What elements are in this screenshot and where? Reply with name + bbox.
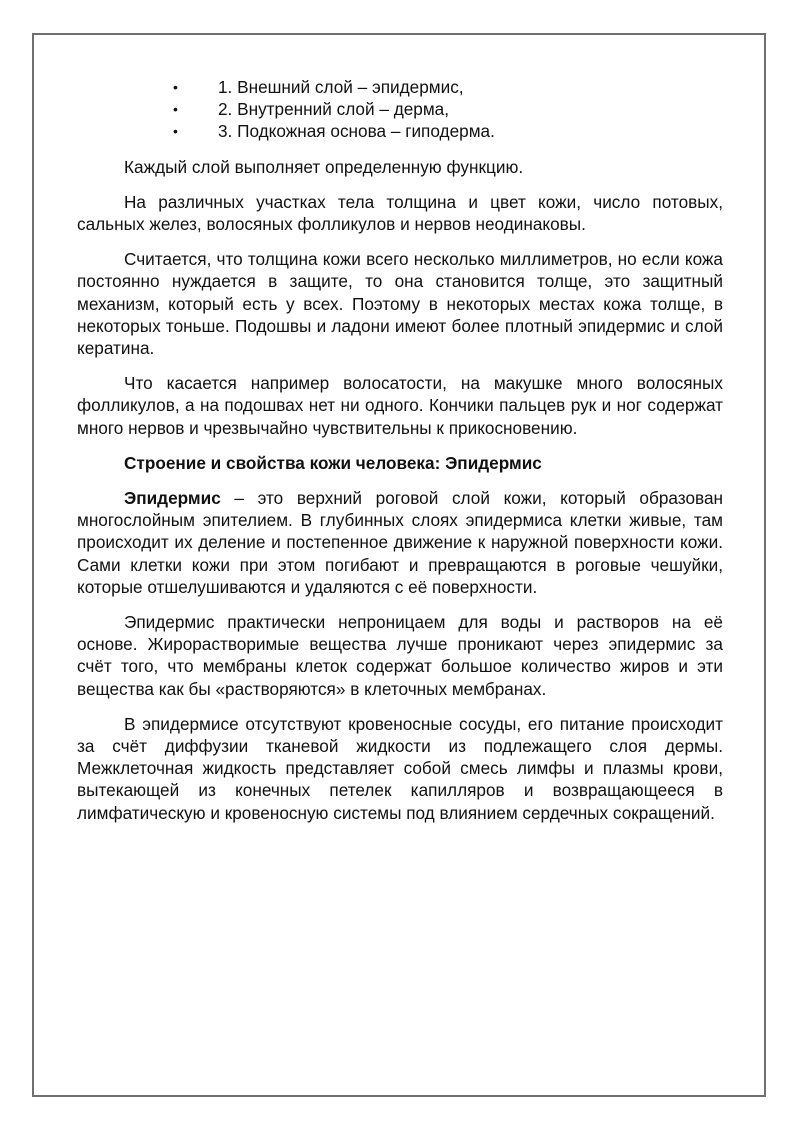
term-epidermis: Эпидермис — [124, 488, 221, 508]
list-item-text: 2. Внутренний слой – дерма, — [218, 99, 449, 120]
paragraph-hair-nerves: Что касается например волосатости, на макушке много волосяных фолликулов, а на подошвах нет ни одного. Кончики пальцев рук и ног содержат много нервов и чрезвычайно чувствительны к прикосновению. — [77, 373, 723, 438]
document-body — [77, 76, 723, 837]
bullet-icon: • — [173, 123, 178, 140]
list-item — [77, 76, 723, 98]
paragraph-skin-variation: На различных участках тела толщина и цвет кожи, число потовых, сальных желез, волосяных фолликулов и нервов неодинаковы. — [77, 191, 723, 234]
bullet-icon: • — [173, 79, 178, 95]
definition-text: – это верхний роговой слой кожи, который образован многослойным эпителием. В глубинных слоях эпидермиса клетки живые, там происходит их деление и постепенное движение к наружной поверхности кожи. Сами клетки кожи при этом погибают и превращаются в роговые чешуйки, которые отшелушиваются и удаляются с её поверхности. — [77, 488, 723, 597]
list-item — [77, 98, 723, 120]
list-item-text: 1. Внешний слой – эпидермис, — [218, 77, 464, 97]
list-item-text: 3. Подкожная основа – гиподерма. — [218, 121, 495, 142]
paragraph-nutrition: В эпидермисе отсутствуют кровеносные сосуды, его питание происходит за счёт диффузии тканевой жидкости из подлежащего слоя дермы. Межклеточная жидкость представляет собой смесь лимфы и плазмы крови, вытекающей из конечных петелек капилляров и возвращающееся в лимфатическую и кровеносную системы под влиянием сердечных сокращений. — [77, 713, 723, 823]
paragraph-epidermis-definition — [77, 487, 723, 598]
paragraph-permeability: Эпидермис практически непроницаем для воды и растворов на её основе. Жирорастворимые вещества лучше проникают через эпидермис за счёт того, что мембраны клеток содержат большое количество жиров и эти вещества как бы «растворяются» в клеточных мембранах. — [77, 612, 723, 699]
bullet-icon: • — [173, 101, 178, 118]
paragraph-skin-thickness: Считается, что толщина кожи всего несколько миллиметров, но если кожа постоянно нуждается в защите, то она становится толще, это защитный механизм, который есть у всех. Поэтому в некоторых местах кожа толще, в некоторых тоньше. Подошвы и ладони имеют более плотный эпидермис и слой кератина. — [77, 249, 723, 358]
paragraph-layer-function: Каждый слой выполняет определенную функцию. — [124, 156, 524, 177]
section-heading: Строение и свойства кожи человека: Эпидермис — [124, 452, 542, 473]
list-item — [77, 120, 723, 142]
skin-layers-list — [77, 76, 723, 143]
